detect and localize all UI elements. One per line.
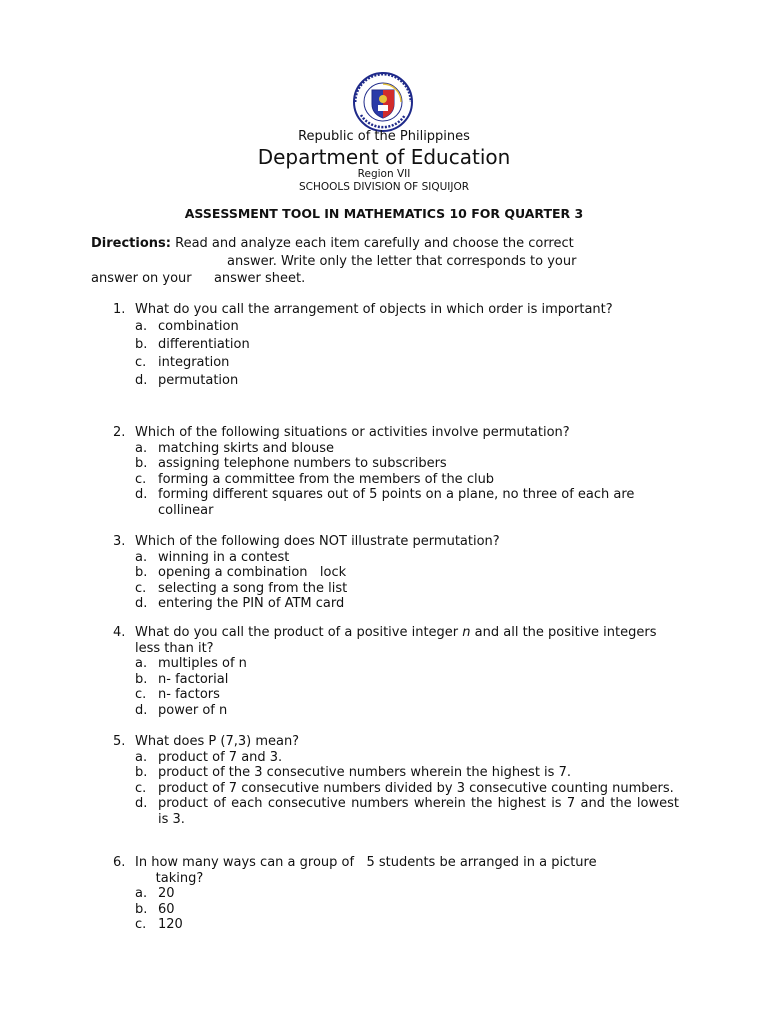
option-text: n- factorial [158,671,229,687]
option-d [113,703,679,719]
option-letter: a. [135,440,148,456]
question-text-part: What do you call the product of a positive integer [135,625,463,640]
directions-text-2: answer. Write only the letter that corresponds to your [227,254,577,269]
question-number: 4. [113,625,126,640]
option-a [113,656,679,672]
option-a [113,550,679,566]
option-text: forming a committee from the members of the club [158,471,495,487]
italic-variable: n [462,625,471,640]
option-letter: d. [135,702,148,718]
option-letter: c. [135,780,147,796]
option-text: winning in a contest [158,549,290,565]
option-text: product of each consecutive numbers wherein the highest is 7 and the lowest is 3. [158,796,679,827]
option-c [113,472,679,488]
option-text: product of the 3 consecutive numbers wherein the highest is 7. [158,765,571,780]
option-c [113,917,679,933]
option-letter: a. [135,749,148,765]
option-letter: c. [135,580,147,596]
option-letter: a. [135,549,148,565]
question-text: Which of the following situations or activities involve permutation? [135,425,570,440]
option-letter: a. [135,886,148,901]
option-letter: a. [135,656,148,671]
option-letter: b. [135,901,148,917]
option-a [113,441,679,457]
option-letter: d. [135,373,148,388]
option-text: permutation [158,373,239,388]
question-5 [113,734,679,827]
option-d [113,596,679,612]
division-heading: SCHOOLS DIVISION OF SIQUIJOR [298,181,470,193]
question-text [135,625,679,656]
question-number: 5. [113,734,126,749]
question-text-part: and all the positive integers less than it? [135,625,657,656]
option-text: assigning telephone numbers to subscribers [158,456,447,471]
option-text: combination [158,319,239,334]
question-text: What do you call the arrangement of objects in which order is important? [135,302,613,317]
option-text: power of n [158,702,228,718]
option-b [113,672,679,688]
option-letter: b. [135,456,148,471]
option-letter: b. [135,337,148,352]
option-a [113,750,679,766]
question-4 [113,625,679,718]
option-letter: b. [135,671,148,687]
option-text: product of 7 consecutive numbers divided by 3 consecutive counting numbers. [158,780,674,796]
option-letter: d. [135,796,148,811]
directions-line-1 [91,236,574,251]
option-c [113,581,679,597]
option-c [113,687,679,703]
directions-line-3 [91,271,305,286]
department-heading: Department of Education [257,145,511,169]
option-text: n- factors [158,687,220,702]
republic-heading: Republic of the Philippines [298,129,470,144]
option-text: differentiation [158,337,250,352]
question-2 [113,425,679,518]
option-a [113,318,679,336]
option-letter: c. [135,471,147,487]
option-text: opening a combination lock [158,565,347,580]
option-letter: a. [135,319,148,334]
option-letter: b. [135,565,148,580]
option-b [113,902,679,918]
option-text: product of 7 and 3. [158,749,283,765]
option-text: matching skirts and blouse [158,440,335,456]
question-3 [113,534,679,612]
question-number: 1. [113,302,126,317]
option-b [113,765,679,781]
option-letter: c. [135,917,147,932]
option-text: multiples of n [158,656,247,671]
option-b [113,336,679,354]
option-text: integration [158,355,230,370]
question-6 [113,855,679,933]
option-letter: b. [135,765,148,780]
question-number: 2. [113,425,126,440]
deped-seal-logo [341,71,425,133]
question-text: Which of the following does NOT illustrate permutation? [135,534,500,549]
option-text: forming different squares out of 5 points on a plane, no three of each are collinear [158,487,635,518]
option-d [113,796,679,827]
option-text: 20 [158,886,175,901]
option-letter: c. [135,687,147,702]
option-a [113,886,679,902]
question-number: 3. [113,534,126,549]
option-text: selecting a song from the list [158,580,348,596]
assessment-title: ASSESSMENT TOOL IN MATHEMATICS 10 FOR QUARTER 3 [184,206,584,221]
option-text: entering the PIN of ATM card [158,596,345,611]
option-b [113,456,679,472]
region-heading: Region VII [357,168,411,180]
directions-text-1: Read and analyze each item carefully and choose the correct [175,236,574,251]
question-text: What does P (7,3) mean? [135,734,300,749]
option-d [113,372,679,390]
question-1 [113,301,679,390]
directions-text-3a: answer on your [91,271,192,286]
directions-label: Directions: [91,236,171,251]
directions-text-3b: answer sheet. [213,271,306,286]
option-text: 60 [158,901,175,917]
question-text: In how many ways can a group of 5 students be arranged in a picture taking? [135,855,597,886]
option-letter: d. [135,487,148,502]
option-c [113,781,679,797]
option-d [113,487,679,518]
option-text: 120 [158,917,183,932]
question-number: 6. [113,855,126,870]
option-letter: c. [135,355,147,370]
option-c [113,354,679,372]
option-letter: d. [135,596,148,611]
option-b [113,565,679,581]
